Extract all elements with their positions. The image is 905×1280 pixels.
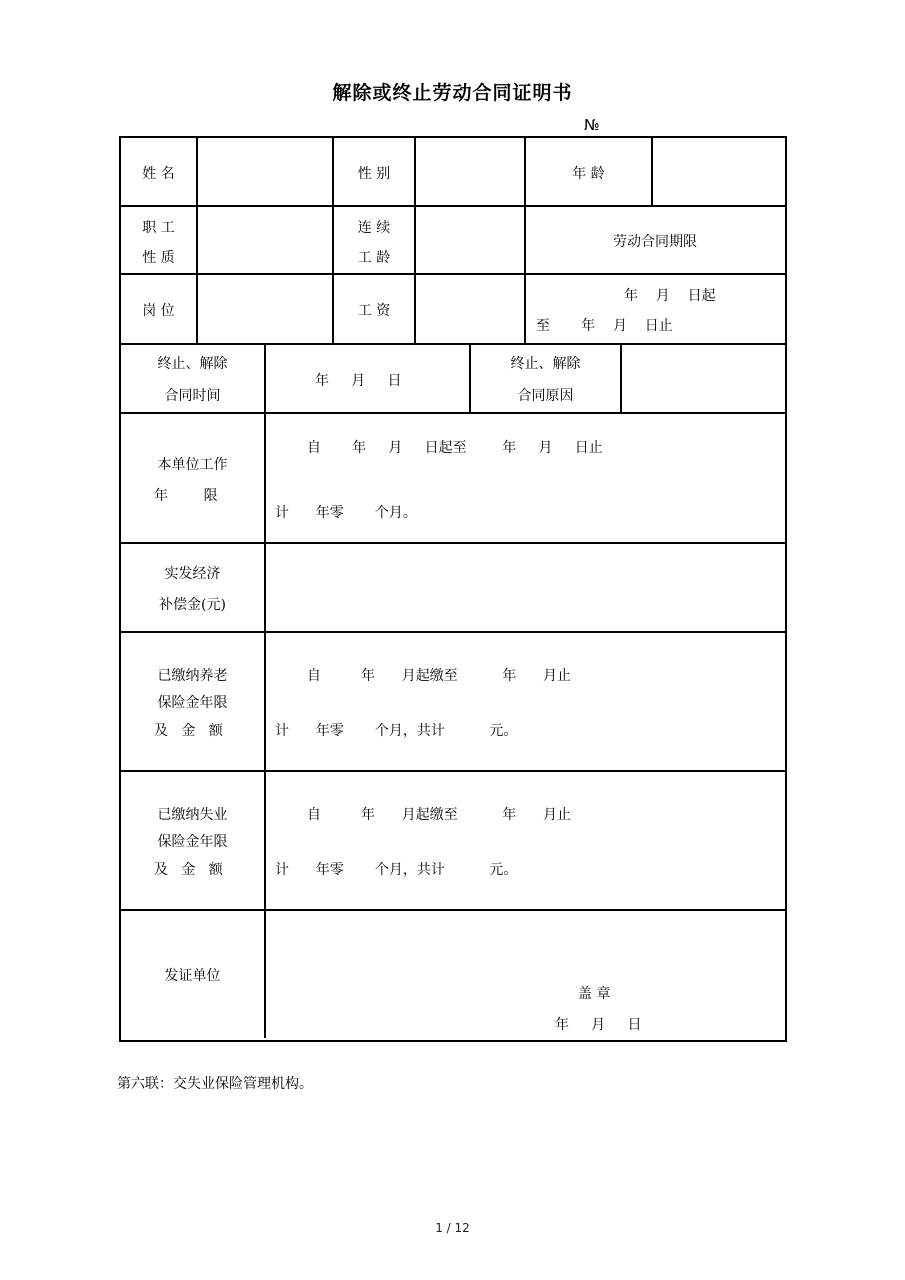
seniority-label-line1: 连 续 [357, 220, 391, 236]
document-title: 解除或终止劳动合同证明书 [332, 82, 573, 104]
unemployment-total[interactable]: 计 年零 个月，共计 元。 [275, 862, 518, 878]
row-divider [119, 412, 785, 414]
row-divider [119, 631, 785, 633]
issuer-label: 发证单位 [164, 968, 221, 984]
compensation-label-line2: 补偿金(元) [159, 597, 226, 613]
end-date-field[interactable]: 年 月 日 [315, 373, 402, 389]
work-years-total[interactable]: 计 年零 个月。 [275, 505, 417, 521]
contract-period-label: 劳动合同期限 [613, 234, 697, 250]
pension-label-line1: 已缴纳养老 [157, 668, 228, 684]
column-divider [264, 343, 266, 412]
unemployment-range[interactable]: 自 年 月起缴至 年 月止 [307, 807, 571, 823]
copy-note: 第六联：交失业保险管理机构。 [117, 1076, 313, 1092]
unemployment-label-line3: 及 金 额 [154, 862, 223, 878]
unemployment-label-line2: 保险金年限 [157, 834, 228, 850]
gender-field[interactable] [416, 138, 524, 205]
end-time-label-line2: 合同时间 [164, 388, 221, 404]
column-divider [264, 412, 266, 1038]
position-label: 岗 位 [142, 303, 175, 319]
name-label: 姓 名 [142, 166, 175, 182]
position-field[interactable] [198, 275, 332, 343]
name-field[interactable] [198, 138, 332, 205]
worker-type-label-line2: 性 质 [142, 250, 175, 266]
compensation-field[interactable] [266, 544, 783, 631]
work-years-range[interactable]: 自 年 月 日起至 年 月 日止 [307, 440, 603, 456]
work-years-label-line1: 本单位工作 [157, 457, 228, 473]
pension-total[interactable]: 计 年零 个月，共计 元。 [275, 723, 518, 739]
age-field[interactable] [653, 138, 783, 205]
salary-field[interactable] [416, 275, 524, 343]
end-reason-field[interactable] [622, 345, 783, 412]
salary-label: 工 资 [357, 303, 391, 319]
certificate-number-label: № [584, 116, 600, 134]
pension-range[interactable]: 自 年 月起缴至 年 月止 [307, 668, 571, 684]
end-reason-label-line1: 终止、解除 [510, 356, 581, 372]
compensation-label-line1: 实发经济 [164, 566, 221, 582]
unemployment-label-line1: 已缴纳失业 [157, 807, 228, 823]
row-divider [119, 770, 785, 772]
row-divider [119, 909, 785, 911]
age-label: 年 龄 [572, 166, 605, 182]
end-reason-label-line2: 合同原因 [517, 388, 574, 404]
worker-type-label-line1: 职 工 [142, 220, 175, 236]
gender-label: 性 别 [357, 166, 391, 182]
page-indicator: 1 / 12 [435, 1221, 470, 1235]
seniority-label-line2: 工 龄 [357, 250, 391, 266]
contract-period-to[interactable]: 至 年 月 日止 [536, 318, 673, 334]
contract-period-from[interactable]: 年 月 日起 [624, 288, 716, 304]
end-time-label-line1: 终止、解除 [157, 356, 228, 372]
seniority-field[interactable] [416, 207, 524, 273]
pension-label-line3: 及 金 额 [154, 723, 223, 739]
pension-label-line2: 保险金年限 [157, 695, 228, 711]
work-years-label-line2: 年 限 [154, 488, 218, 504]
seal-label: 盖 章 [578, 986, 611, 1002]
worker-type-field[interactable] [198, 207, 332, 273]
issue-date-field[interactable]: 年 月 日 [555, 1017, 642, 1033]
